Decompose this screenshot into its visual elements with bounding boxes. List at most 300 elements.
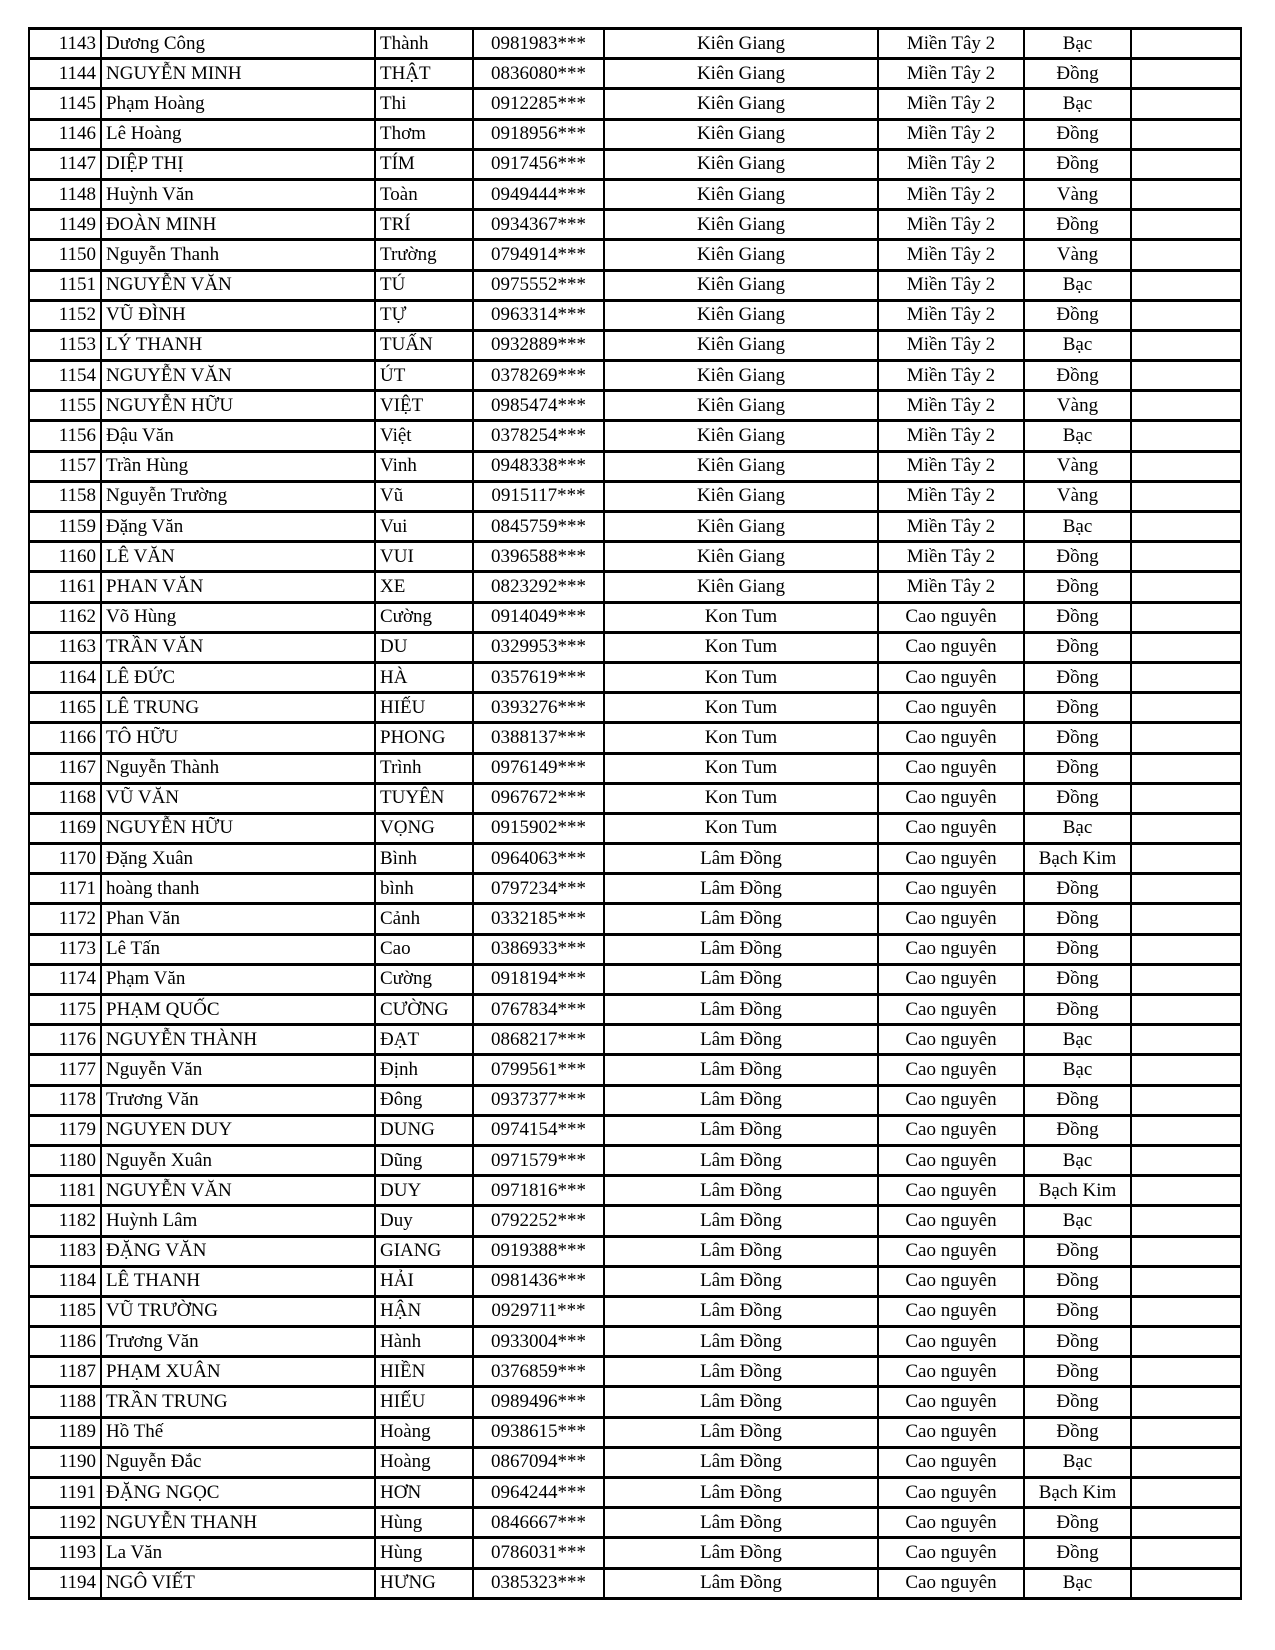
cell-region: Cao nguyên <box>878 693 1024 723</box>
cell-phone-masked: 0981436*** <box>473 1266 604 1296</box>
cell-last-name: DUY <box>375 1176 473 1206</box>
cell-province: Lâm Đồng <box>604 1296 878 1326</box>
cell-row-number: 1179 <box>29 1115 101 1145</box>
cell-row-number: 1153 <box>29 330 101 360</box>
table-row <box>29 1387 1241 1417</box>
cell-last-name: Toàn <box>375 179 473 209</box>
cell-first-middle-name: Huỳnh Lâm <box>101 1206 375 1236</box>
cell-first-middle-name: NGUYỄN MINH <box>101 59 375 89</box>
cell-first-middle-name: Trần Hùng <box>101 451 375 481</box>
cell-first-middle-name: Hồ Thế <box>101 1417 375 1447</box>
cell-first-middle-name: Phạm Hoàng <box>101 89 375 119</box>
cell-rank-tier: Đồng <box>1024 723 1131 753</box>
cell-province: Lâm Đồng <box>604 964 878 994</box>
table-row <box>29 361 1241 391</box>
cell-empty <box>1131 1327 1241 1357</box>
cell-province: Kon Tum <box>604 783 878 813</box>
cell-phone-masked: 0932889*** <box>473 330 604 360</box>
cell-last-name: Trình <box>375 753 473 783</box>
cell-last-name: Cường <box>375 602 473 632</box>
cell-province: Kiên Giang <box>604 179 878 209</box>
cell-province: Lâm Đồng <box>604 844 878 874</box>
cell-first-middle-name: Đặng Văn <box>101 512 375 542</box>
cell-last-name: Cảnh <box>375 904 473 934</box>
cell-row-number: 1156 <box>29 421 101 451</box>
cell-empty <box>1131 179 1241 209</box>
cell-phone-masked: 0976149*** <box>473 753 604 783</box>
cell-row-number: 1154 <box>29 361 101 391</box>
cell-empty <box>1131 300 1241 330</box>
cell-rank-tier: Đồng <box>1024 995 1131 1025</box>
cell-row-number: 1159 <box>29 512 101 542</box>
table-row <box>29 29 1241 59</box>
cell-empty <box>1131 1568 1241 1598</box>
cell-last-name: CƯỜNG <box>375 995 473 1025</box>
cell-phone-masked: 0393276*** <box>473 693 604 723</box>
table-row <box>29 1055 1241 1085</box>
cell-last-name: Vũ <box>375 481 473 511</box>
cell-rank-tier: Đồng <box>1024 874 1131 904</box>
cell-row-number: 1151 <box>29 270 101 300</box>
cell-row-number: 1165 <box>29 693 101 723</box>
cell-phone-masked: 0933004*** <box>473 1327 604 1357</box>
cell-region: Cao nguyên <box>878 783 1024 813</box>
cell-last-name: ÚT <box>375 361 473 391</box>
cell-first-middle-name: Đặng Xuân <box>101 844 375 874</box>
cell-province: Kon Tum <box>604 602 878 632</box>
cell-rank-tier: Đồng <box>1024 1085 1131 1115</box>
cell-row-number: 1171 <box>29 874 101 904</box>
cell-last-name: Trường <box>375 240 473 270</box>
cell-row-number: 1157 <box>29 451 101 481</box>
table-row <box>29 1296 1241 1326</box>
cell-last-name: PHONG <box>375 723 473 753</box>
cell-phone-masked: 0357619*** <box>473 662 604 692</box>
cell-last-name: TÚ <box>375 270 473 300</box>
cell-phone-masked: 0867094*** <box>473 1447 604 1477</box>
table-row <box>29 1145 1241 1175</box>
cell-last-name: Hùng <box>375 1538 473 1568</box>
cell-region: Cao nguyên <box>878 1417 1024 1447</box>
cell-region: Cao nguyên <box>878 1508 1024 1538</box>
cell-province: Lâm Đồng <box>604 1327 878 1357</box>
cell-last-name: HƯNG <box>375 1568 473 1598</box>
cell-row-number: 1143 <box>29 29 101 59</box>
table-row <box>29 1176 1241 1206</box>
cell-empty <box>1131 1508 1241 1538</box>
cell-empty <box>1131 240 1241 270</box>
cell-last-name: HIỀN <box>375 1357 473 1387</box>
cell-region: Miền Tây 2 <box>878 29 1024 59</box>
cell-rank-tier: Đồng <box>1024 1236 1131 1266</box>
cell-province: Lâm Đồng <box>604 1538 878 1568</box>
cell-last-name: TRÍ <box>375 210 473 240</box>
cell-region: Miền Tây 2 <box>878 210 1024 240</box>
cell-province: Kiên Giang <box>604 59 878 89</box>
cell-first-middle-name: NGUYỄN HỮU <box>101 813 375 843</box>
cell-phone-masked: 0912285*** <box>473 89 604 119</box>
cell-rank-tier: Đồng <box>1024 1296 1131 1326</box>
cell-empty <box>1131 904 1241 934</box>
cell-region: Cao nguyên <box>878 1387 1024 1417</box>
cell-rank-tier: Bạc <box>1024 330 1131 360</box>
cell-rank-tier: Đồng <box>1024 59 1131 89</box>
cell-phone-masked: 0378254*** <box>473 421 604 451</box>
cell-phone-masked: 0332185*** <box>473 904 604 934</box>
cell-province: Kiên Giang <box>604 481 878 511</box>
cell-region: Cao nguyên <box>878 723 1024 753</box>
cell-row-number: 1163 <box>29 632 101 662</box>
cell-region: Miền Tây 2 <box>878 59 1024 89</box>
cell-rank-tier: Đồng <box>1024 934 1131 964</box>
table-row <box>29 1115 1241 1145</box>
cell-empty <box>1131 1357 1241 1387</box>
cell-first-middle-name: Huỳnh Văn <box>101 179 375 209</box>
cell-row-number: 1184 <box>29 1266 101 1296</box>
cell-row-number: 1189 <box>29 1417 101 1447</box>
cell-empty <box>1131 1478 1241 1508</box>
cell-phone-masked: 0786031*** <box>473 1538 604 1568</box>
cell-province: Kon Tum <box>604 723 878 753</box>
cell-last-name: Đông <box>375 1085 473 1115</box>
table-row <box>29 270 1241 300</box>
cell-region: Cao nguyên <box>878 934 1024 964</box>
cell-province: Lâm Đồng <box>604 1568 878 1598</box>
cell-empty <box>1131 1266 1241 1296</box>
cell-region: Cao nguyên <box>878 1025 1024 1055</box>
cell-last-name: TUYÊN <box>375 783 473 813</box>
cell-province: Lâm Đồng <box>604 1115 878 1145</box>
cell-last-name: Định <box>375 1055 473 1085</box>
cell-province: Kiên Giang <box>604 451 878 481</box>
cell-province: Kiên Giang <box>604 149 878 179</box>
cell-region: Cao nguyên <box>878 753 1024 783</box>
cell-empty <box>1131 59 1241 89</box>
cell-empty <box>1131 330 1241 360</box>
cell-rank-tier: Đồng <box>1024 149 1131 179</box>
cell-province: Lâm Đồng <box>604 1145 878 1175</box>
cell-first-middle-name: Nguyễn Trường <box>101 481 375 511</box>
cell-region: Miền Tây 2 <box>878 451 1024 481</box>
cell-region: Miền Tây 2 <box>878 421 1024 451</box>
cell-region: Cao nguyên <box>878 1568 1024 1598</box>
cell-last-name: HÀ <box>375 662 473 692</box>
cell-phone-masked: 0917456*** <box>473 149 604 179</box>
cell-row-number: 1177 <box>29 1055 101 1085</box>
cell-phone-masked: 0378269*** <box>473 361 604 391</box>
cell-region: Miền Tây 2 <box>878 330 1024 360</box>
cell-phone-masked: 0396588*** <box>473 542 604 572</box>
table-row <box>29 421 1241 451</box>
cell-last-name: Hoàng <box>375 1417 473 1447</box>
cell-rank-tier: Vàng <box>1024 240 1131 270</box>
cell-province: Lâm Đồng <box>604 1508 878 1538</box>
table-row <box>29 693 1241 723</box>
table-row <box>29 391 1241 421</box>
cell-rank-tier: Đồng <box>1024 632 1131 662</box>
cell-last-name: ĐẠT <box>375 1025 473 1055</box>
cell-empty <box>1131 783 1241 813</box>
cell-empty <box>1131 1115 1241 1145</box>
cell-row-number: 1164 <box>29 662 101 692</box>
cell-empty <box>1131 361 1241 391</box>
table-row <box>29 1236 1241 1266</box>
cell-empty <box>1131 451 1241 481</box>
cell-empty <box>1131 632 1241 662</box>
cell-region: Cao nguyên <box>878 813 1024 843</box>
table-row <box>29 149 1241 179</box>
cell-empty <box>1131 1025 1241 1055</box>
cell-rank-tier: Đồng <box>1024 1266 1131 1296</box>
cell-province: Kiên Giang <box>604 330 878 360</box>
cell-first-middle-name: PHAN VĂN <box>101 572 375 602</box>
cell-empty <box>1131 391 1241 421</box>
table-row <box>29 542 1241 572</box>
cell-phone-masked: 0938615*** <box>473 1417 604 1447</box>
cell-empty <box>1131 1055 1241 1085</box>
table-row <box>29 783 1241 813</box>
table-row <box>29 1508 1241 1538</box>
cell-region: Miền Tây 2 <box>878 270 1024 300</box>
cell-rank-tier: Đồng <box>1024 964 1131 994</box>
cell-phone-masked: 0845759*** <box>473 512 604 542</box>
cell-phone-masked: 0386933*** <box>473 934 604 964</box>
cell-phone-masked: 0799561*** <box>473 1055 604 1085</box>
cell-row-number: 1146 <box>29 119 101 149</box>
table-row <box>29 481 1241 511</box>
cell-first-middle-name: Lê Hoàng <box>101 119 375 149</box>
cell-last-name: Cường <box>375 964 473 994</box>
table-row <box>29 59 1241 89</box>
cell-rank-tier: Đồng <box>1024 300 1131 330</box>
cell-row-number: 1148 <box>29 179 101 209</box>
cell-first-middle-name: Dương Công <box>101 29 375 59</box>
cell-province: Lâm Đồng <box>604 1478 878 1508</box>
cell-rank-tier: Bạch Kim <box>1024 1176 1131 1206</box>
cell-rank-tier: Đồng <box>1024 542 1131 572</box>
cell-phone-masked: 0914049*** <box>473 602 604 632</box>
cell-row-number: 1190 <box>29 1447 101 1477</box>
cell-first-middle-name: NGÔ VIẾT <box>101 1568 375 1598</box>
cell-province: Lâm Đồng <box>604 1055 878 1085</box>
cell-row-number: 1168 <box>29 783 101 813</box>
cell-region: Miền Tây 2 <box>878 512 1024 542</box>
cell-empty <box>1131 270 1241 300</box>
cell-first-middle-name: NGUYỄN THANH <box>101 1508 375 1538</box>
cell-province: Kiên Giang <box>604 300 878 330</box>
cell-empty <box>1131 119 1241 149</box>
table-row <box>29 844 1241 874</box>
table-row <box>29 240 1241 270</box>
cell-province: Lâm Đồng <box>604 1357 878 1387</box>
cell-row-number: 1174 <box>29 964 101 994</box>
cell-first-middle-name: PHẠM QUỐC <box>101 995 375 1025</box>
cell-rank-tier: Vàng <box>1024 391 1131 421</box>
cell-region: Cao nguyên <box>878 995 1024 1025</box>
cell-province: Lâm Đồng <box>604 1085 878 1115</box>
cell-row-number: 1149 <box>29 210 101 240</box>
cell-last-name: GIANG <box>375 1236 473 1266</box>
table-row <box>29 89 1241 119</box>
cell-region: Cao nguyên <box>878 874 1024 904</box>
cell-first-middle-name: Nguyễn Đắc <box>101 1447 375 1477</box>
cell-empty <box>1131 1145 1241 1175</box>
cell-phone-masked: 0989496*** <box>473 1387 604 1417</box>
cell-first-middle-name: ĐẶNG VĂN <box>101 1236 375 1266</box>
cell-last-name: Vinh <box>375 451 473 481</box>
cell-first-middle-name: TRẦN VĂN <box>101 632 375 662</box>
cell-phone-masked: 0937377*** <box>473 1085 604 1115</box>
cell-province: Kon Tum <box>604 693 878 723</box>
cell-phone-masked: 0964244*** <box>473 1478 604 1508</box>
cell-empty <box>1131 995 1241 1025</box>
cell-last-name: Dũng <box>375 1145 473 1175</box>
cell-province: Kiên Giang <box>604 240 878 270</box>
cell-row-number: 1161 <box>29 572 101 602</box>
cell-phone-masked: 0949444*** <box>473 179 604 209</box>
cell-province: Kiên Giang <box>604 29 878 59</box>
cell-rank-tier: Đồng <box>1024 119 1131 149</box>
cell-first-middle-name: LÊ ĐỨC <box>101 662 375 692</box>
cell-region: Miền Tây 2 <box>878 300 1024 330</box>
cell-province: Lâm Đồng <box>604 1266 878 1296</box>
cell-region: Miền Tây 2 <box>878 119 1024 149</box>
cell-phone-masked: 0948338*** <box>473 451 604 481</box>
cell-province: Lâm Đồng <box>604 1447 878 1477</box>
cell-region: Miền Tây 2 <box>878 481 1024 511</box>
cell-province: Lâm Đồng <box>604 995 878 1025</box>
cell-first-middle-name: VŨ TRƯỜNG <box>101 1296 375 1326</box>
cell-rank-tier: Bạc <box>1024 89 1131 119</box>
cell-phone-masked: 0388137*** <box>473 723 604 753</box>
cell-rank-tier: Bạc <box>1024 1206 1131 1236</box>
cell-first-middle-name: Phạm Văn <box>101 964 375 994</box>
table-row <box>29 662 1241 692</box>
cell-phone-masked: 0971579*** <box>473 1145 604 1175</box>
cell-rank-tier: Đồng <box>1024 1508 1131 1538</box>
cell-first-middle-name: TÔ HỮU <box>101 723 375 753</box>
cell-row-number: 1188 <box>29 1387 101 1417</box>
cell-rank-tier: Bạc <box>1024 1055 1131 1085</box>
cell-last-name: HẬN <box>375 1296 473 1326</box>
cell-province: Kiên Giang <box>604 542 878 572</box>
cell-last-name: TÍM <box>375 149 473 179</box>
cell-empty <box>1131 813 1241 843</box>
table-row <box>29 874 1241 904</box>
cell-province: Kiên Giang <box>604 421 878 451</box>
cell-last-name: Bình <box>375 844 473 874</box>
cell-rank-tier: Bạc <box>1024 270 1131 300</box>
cell-rank-tier: Đồng <box>1024 210 1131 240</box>
cell-row-number: 1187 <box>29 1357 101 1387</box>
cell-province: Lâm Đồng <box>604 874 878 904</box>
cell-province: Kiên Giang <box>604 270 878 300</box>
cell-region: Miền Tây 2 <box>878 149 1024 179</box>
cell-empty <box>1131 149 1241 179</box>
cell-row-number: 1181 <box>29 1176 101 1206</box>
table-row <box>29 1085 1241 1115</box>
cell-phone-masked: 0934367*** <box>473 210 604 240</box>
cell-rank-tier: Đồng <box>1024 693 1131 723</box>
cell-row-number: 1182 <box>29 1206 101 1236</box>
cell-region: Cao nguyên <box>878 662 1024 692</box>
cell-first-middle-name: Lê Tấn <box>101 934 375 964</box>
cell-first-middle-name: Nguyễn Văn <box>101 1055 375 1085</box>
cell-empty <box>1131 1176 1241 1206</box>
cell-phone-masked: 0975552*** <box>473 270 604 300</box>
cell-rank-tier: Bạc <box>1024 1025 1131 1055</box>
cell-phone-masked: 0963314*** <box>473 300 604 330</box>
table-row <box>29 1025 1241 1055</box>
table-row <box>29 934 1241 964</box>
cell-first-middle-name: NGUYỄN VĂN <box>101 270 375 300</box>
cell-empty <box>1131 421 1241 451</box>
cell-phone-masked: 0974154*** <box>473 1115 604 1145</box>
cell-region: Miền Tây 2 <box>878 179 1024 209</box>
cell-first-middle-name: Trương Văn <box>101 1085 375 1115</box>
cell-region: Miền Tây 2 <box>878 542 1024 572</box>
cell-row-number: 1144 <box>29 59 101 89</box>
table-row <box>29 119 1241 149</box>
cell-phone-masked: 0836080*** <box>473 59 604 89</box>
cell-region: Cao nguyên <box>878 1266 1024 1296</box>
cell-last-name: DUNG <box>375 1115 473 1145</box>
cell-rank-tier: Vàng <box>1024 179 1131 209</box>
cell-province: Kon Tum <box>604 813 878 843</box>
cell-province: Lâm Đồng <box>604 1176 878 1206</box>
cell-first-middle-name: ĐẶNG NGỌC <box>101 1478 375 1508</box>
cell-phone-masked: 0971816*** <box>473 1176 604 1206</box>
cell-empty <box>1131 964 1241 994</box>
table-row <box>29 210 1241 240</box>
cell-rank-tier: Bạc <box>1024 29 1131 59</box>
cell-phone-masked: 0797234*** <box>473 874 604 904</box>
cell-last-name: XE <box>375 572 473 602</box>
cell-first-middle-name: NGUYỄN VĂN <box>101 1176 375 1206</box>
cell-first-middle-name: NGUYỄN THÀNH <box>101 1025 375 1055</box>
cell-row-number: 1194 <box>29 1568 101 1598</box>
cell-province: Kiên Giang <box>604 119 878 149</box>
member-ranking-table <box>28 27 1242 1600</box>
cell-phone-masked: 0929711*** <box>473 1296 604 1326</box>
cell-first-middle-name: DIỆP THỊ <box>101 149 375 179</box>
cell-province: Lâm Đồng <box>604 1025 878 1055</box>
table-row <box>29 572 1241 602</box>
cell-rank-tier: Đồng <box>1024 1115 1131 1145</box>
cell-first-middle-name: La Văn <box>101 1538 375 1568</box>
cell-province: Lâm Đồng <box>604 1236 878 1266</box>
member-ranking-table-body <box>29 29 1241 1599</box>
cell-row-number: 1180 <box>29 1145 101 1175</box>
cell-row-number: 1170 <box>29 844 101 874</box>
cell-rank-tier: Bạc <box>1024 512 1131 542</box>
cell-last-name: Hoàng <box>375 1447 473 1477</box>
cell-province: Lâm Đồng <box>604 904 878 934</box>
cell-empty <box>1131 89 1241 119</box>
cell-province: Kon Tum <box>604 632 878 662</box>
cell-last-name: Duy <box>375 1206 473 1236</box>
cell-empty <box>1131 662 1241 692</box>
cell-row-number: 1173 <box>29 934 101 964</box>
cell-region: Miền Tây 2 <box>878 572 1024 602</box>
cell-phone-masked: 0767834*** <box>473 995 604 1025</box>
cell-row-number: 1183 <box>29 1236 101 1266</box>
cell-row-number: 1176 <box>29 1025 101 1055</box>
cell-last-name: HƠN <box>375 1478 473 1508</box>
cell-row-number: 1186 <box>29 1327 101 1357</box>
cell-first-middle-name: Võ Hùng <box>101 602 375 632</box>
cell-row-number: 1191 <box>29 1478 101 1508</box>
